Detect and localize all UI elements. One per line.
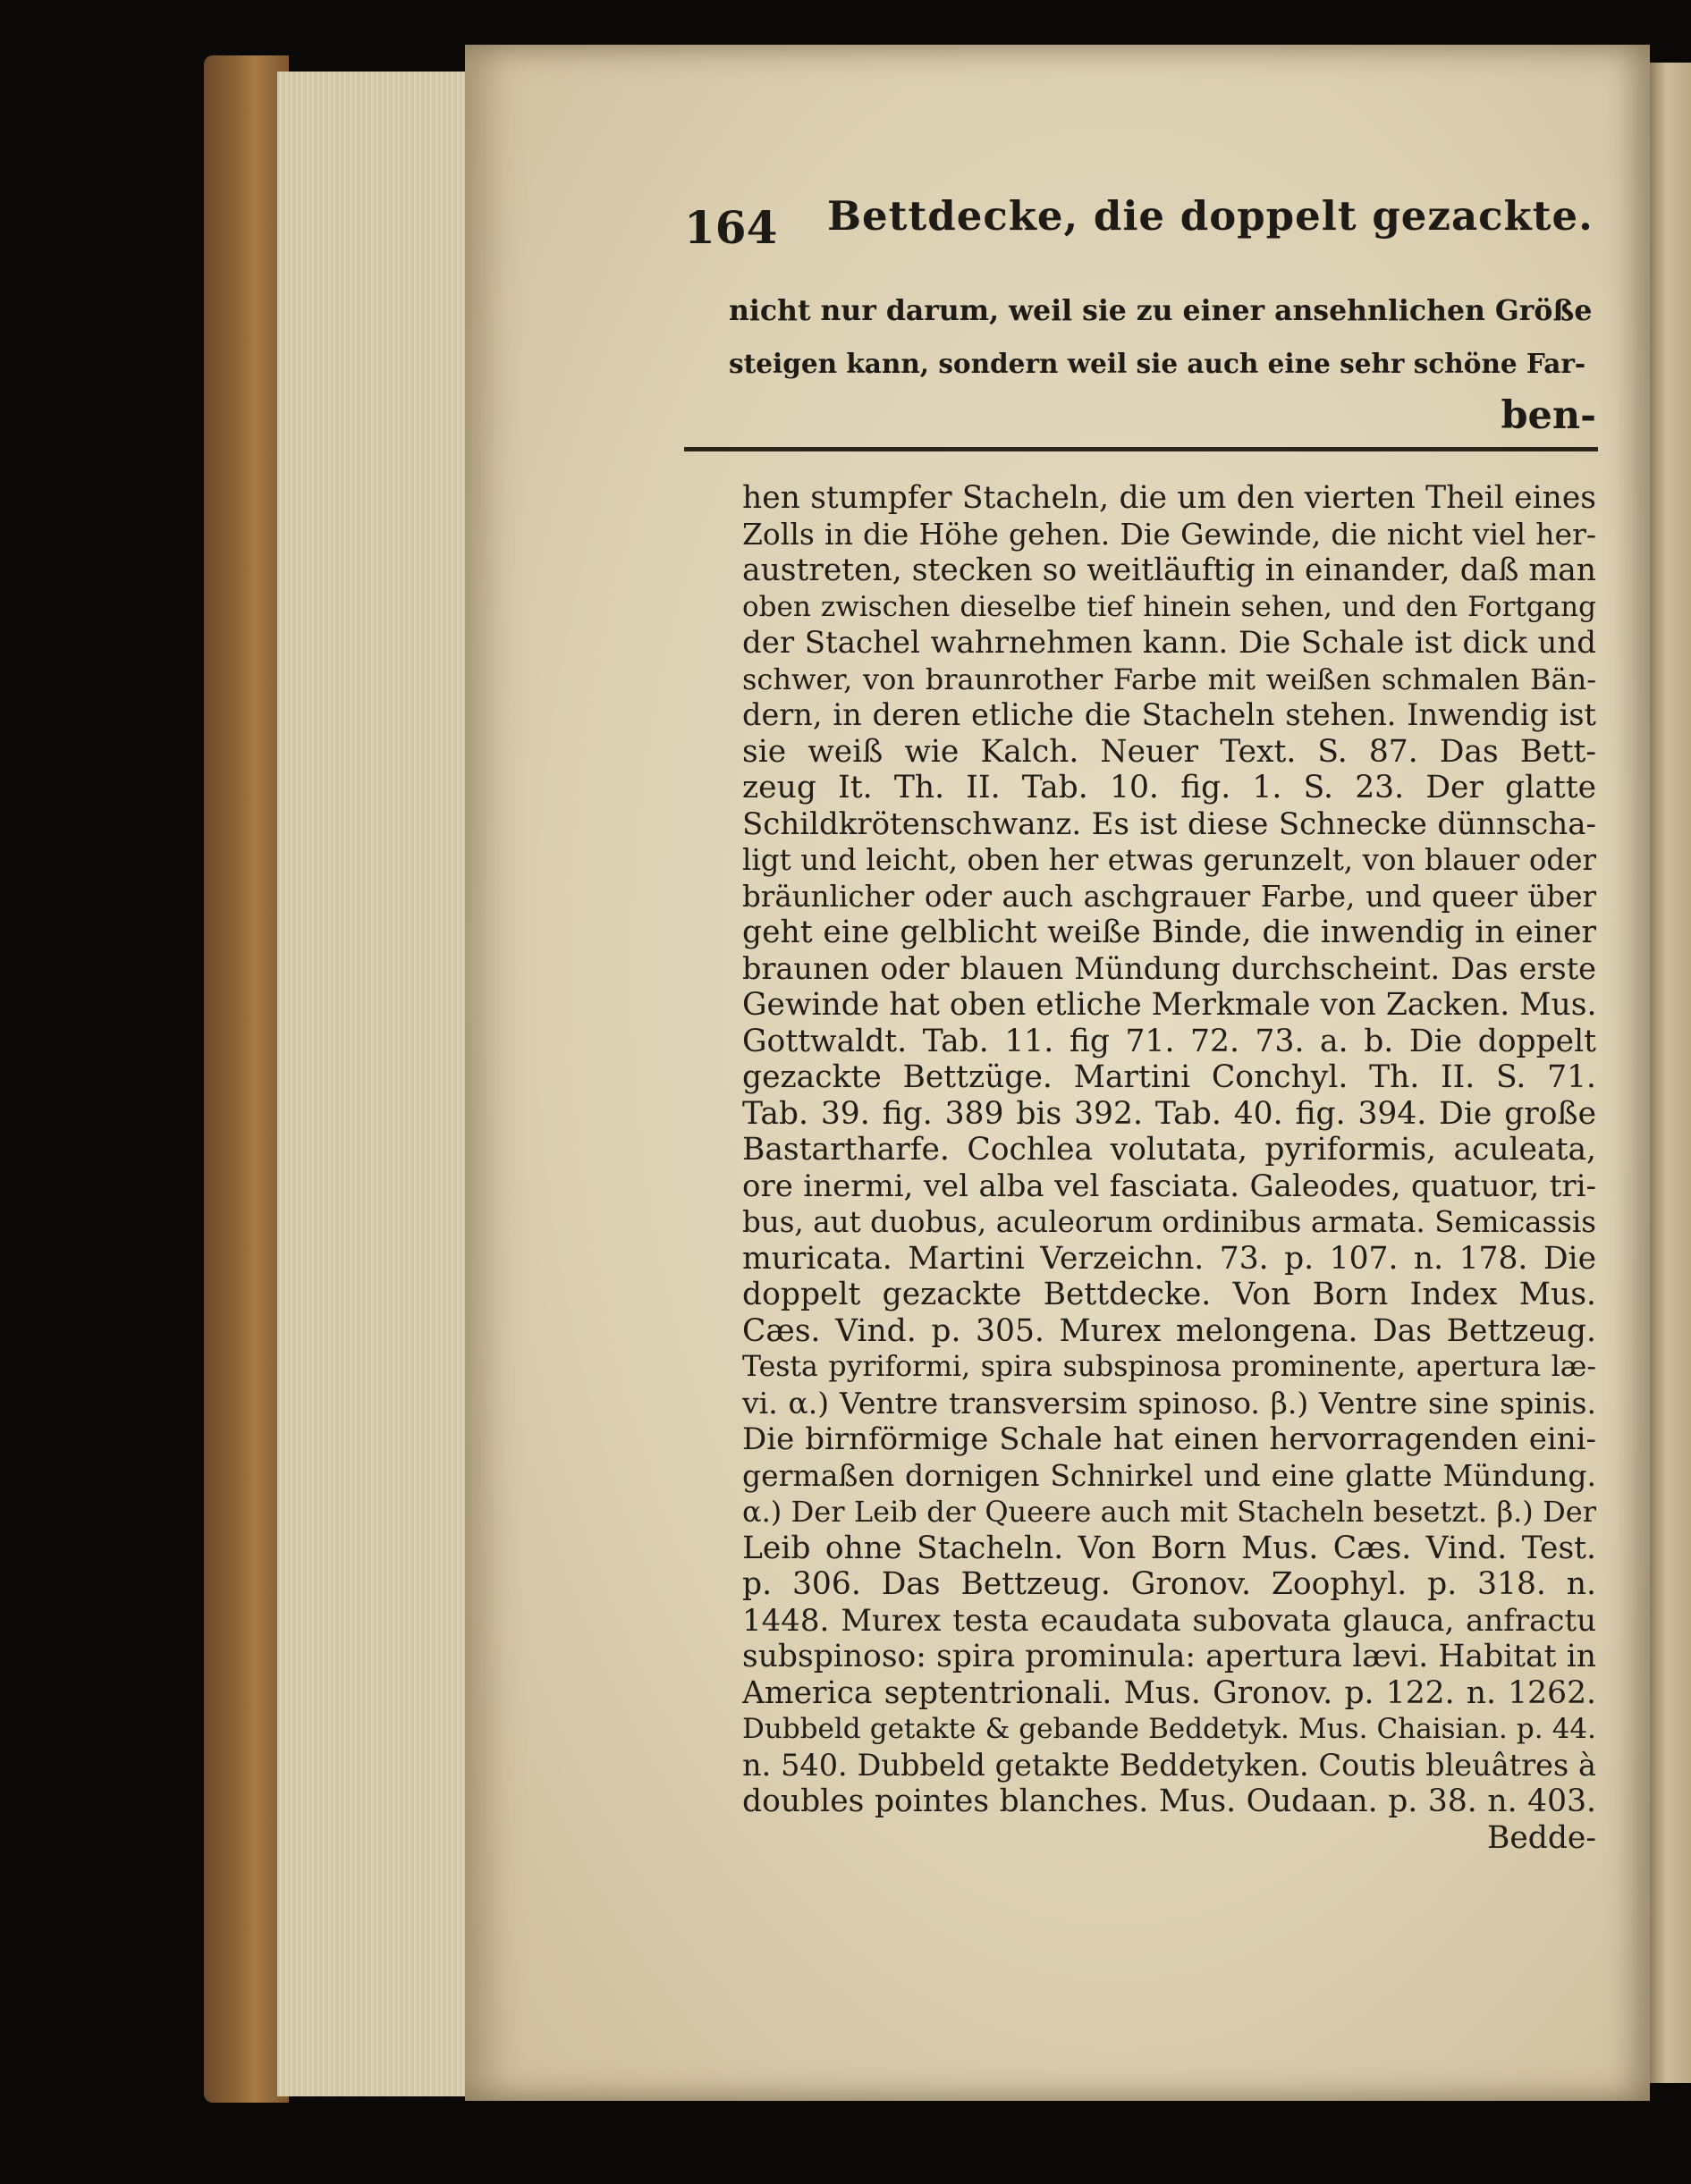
- footnote-line: subspinoso: spira prominula: apertura lævi. Habitat in: [742, 1639, 1596, 1674]
- footnote-line: zeug It. Th. II. Tab. 10. fig. 1. S. 23. Der glatte: [742, 770, 1596, 805]
- footnote-line: Zolls in die Höhe gehen. Die Gewinde, die nicht viel her-: [742, 516, 1596, 552]
- main-text-line: steigen kann, sondern weil sie auch eine sehr schöne Far-: [729, 348, 1586, 379]
- footnote-line: Tab. 39. fig. 389 bis 392. Tab. 40. fig. 394. Die große: [742, 1095, 1596, 1132]
- footnote-line: α.) Der Leib der Queere auch mit Stacheln besetzt. β.) Der: [742, 1495, 1596, 1529]
- footnote-line: braunen oder blauen Mündung durchscheint. Das erste: [742, 950, 1596, 986]
- footnote-line: ore inermi, vel alba vel fasciata. Galeodes, quatuor, tri-: [742, 1168, 1596, 1204]
- footnote-line: vi. α.) Ventre transversim spinoso. β.) Ventre sine spinis.: [742, 1385, 1596, 1421]
- footnote-line: Gewinde hat oben etliche Merkmale von Zacken. Mus.: [742, 987, 1596, 1023]
- footnote-line: sie weiß wie Kalch. Neuer Text. S. 87. Das Bett-: [742, 733, 1596, 770]
- footnote-line: bräunlicher oder auch aschgrauer Farbe, und queer über: [742, 879, 1596, 914]
- footnote-line: geht eine gelblicht weiße Binde, die inwendig in einer: [742, 915, 1596, 950]
- book-cover-edge: [204, 55, 289, 2103]
- main-text-line: nicht nur darum, weil sie zu einer ansehnlichen Größe: [729, 294, 1593, 327]
- footnote-line: hen stumpfer Stacheln, die um den vierten Theil eines: [742, 480, 1596, 516]
- footnote-line: Die birnförmige Schale hat einen hervorragenden eini-: [742, 1421, 1596, 1457]
- main-text: [729, 284, 1596, 443]
- footnote-text: [742, 480, 1596, 1856]
- footnote-catchword: Bedde-: [1486, 1819, 1596, 1856]
- footnote-line: Gottwaldt. Tab. 11. fig 71. 72. 73. a. b. Die doppelt: [742, 1023, 1596, 1059]
- footnote-line: schwer, von braunrother Farbe mit weißen schmalen Bän-: [742, 662, 1596, 696]
- footnote-line: bus, aut duobus, aculeorum ordinibus armata. Semicassis: [742, 1205, 1596, 1239]
- footnote-line: America septentrionali. Mus. Gronov. p. 122. n. 1262.: [742, 1674, 1596, 1711]
- footnote-line: oben zwischen dieselbe tief hinein sehen, und den Fortgang: [742, 590, 1596, 623]
- footnote-divider-rule: [684, 447, 1598, 451]
- footnote-line: p. 306. Das Bettzeug. Gronov. Zoophyl. p. 318. n.: [742, 1566, 1596, 1602]
- footnote-line: austreten, stecken so weitläuftig in einander, daß man: [742, 552, 1596, 588]
- footnote-line: 1448. Murex testa ecaudata subovata glauca, anfractu: [742, 1602, 1596, 1639]
- footnote-line: Bastartharfe. Cochlea volutata, pyriformis, aculeata,: [742, 1132, 1596, 1168]
- footnote-line: germaßen dornigen Schnirkel und eine glatte Mündung.: [742, 1457, 1596, 1493]
- footnote-line: Schildkrötenschwanz. Es ist diese Schnecke dünnscha-: [742, 805, 1596, 842]
- facing-page-edge: [1650, 63, 1691, 2083]
- footnote-line: doubles pointes blanches. Mus. Oudaan. p. 38. n. 403.: [742, 1783, 1596, 1819]
- page-header: [684, 192, 1596, 264]
- footnote-line: Testa pyriformi, spira subspinosa prominente, apertura læ-: [742, 1351, 1596, 1383]
- page-block-edges: [277, 72, 471, 2096]
- footnote-line: Dubbeld getakte & gebande Beddetyk. Mus. Chaisian. p. 44.: [742, 1713, 1596, 1745]
- footnote-line: dern, in deren etliche die Stacheln stehen. Inwendig ist: [742, 697, 1596, 732]
- footnote-line: Cæs. Vind. p. 305. Murex melongena. Das Bettzeug.: [742, 1312, 1596, 1349]
- footnote-line: n. 540. Dubbeld getakte Beddetyken. Coutis bleuâtres à: [742, 1747, 1596, 1783]
- running-title: Bettdecke, die doppelt gezackte.: [827, 192, 1594, 240]
- footnote-line: muricata. Martini Verzeichn. 73. p. 107. n. 178. Die: [742, 1240, 1596, 1277]
- footnote-line: ligt und leicht, oben her etwas gerunzelt, von blauer oder: [742, 843, 1596, 877]
- main-text-catchword: ben-: [1501, 393, 1596, 438]
- footnote-line: gezackte Bettzüge. Martini Conchyl. Th. II. S. 71.: [742, 1059, 1596, 1095]
- footnote-line: doppelt gezackte Bettdecke. Von Born Index Mus.: [742, 1277, 1596, 1312]
- footnote-line: Leib ohne Stacheln. Von Born Mus. Cæs. Vind. Test.: [742, 1530, 1596, 1566]
- page-number: 164: [684, 201, 778, 254]
- footnote-line: der Stachel wahrnehmen kann. Die Schale ist dick und: [742, 625, 1596, 661]
